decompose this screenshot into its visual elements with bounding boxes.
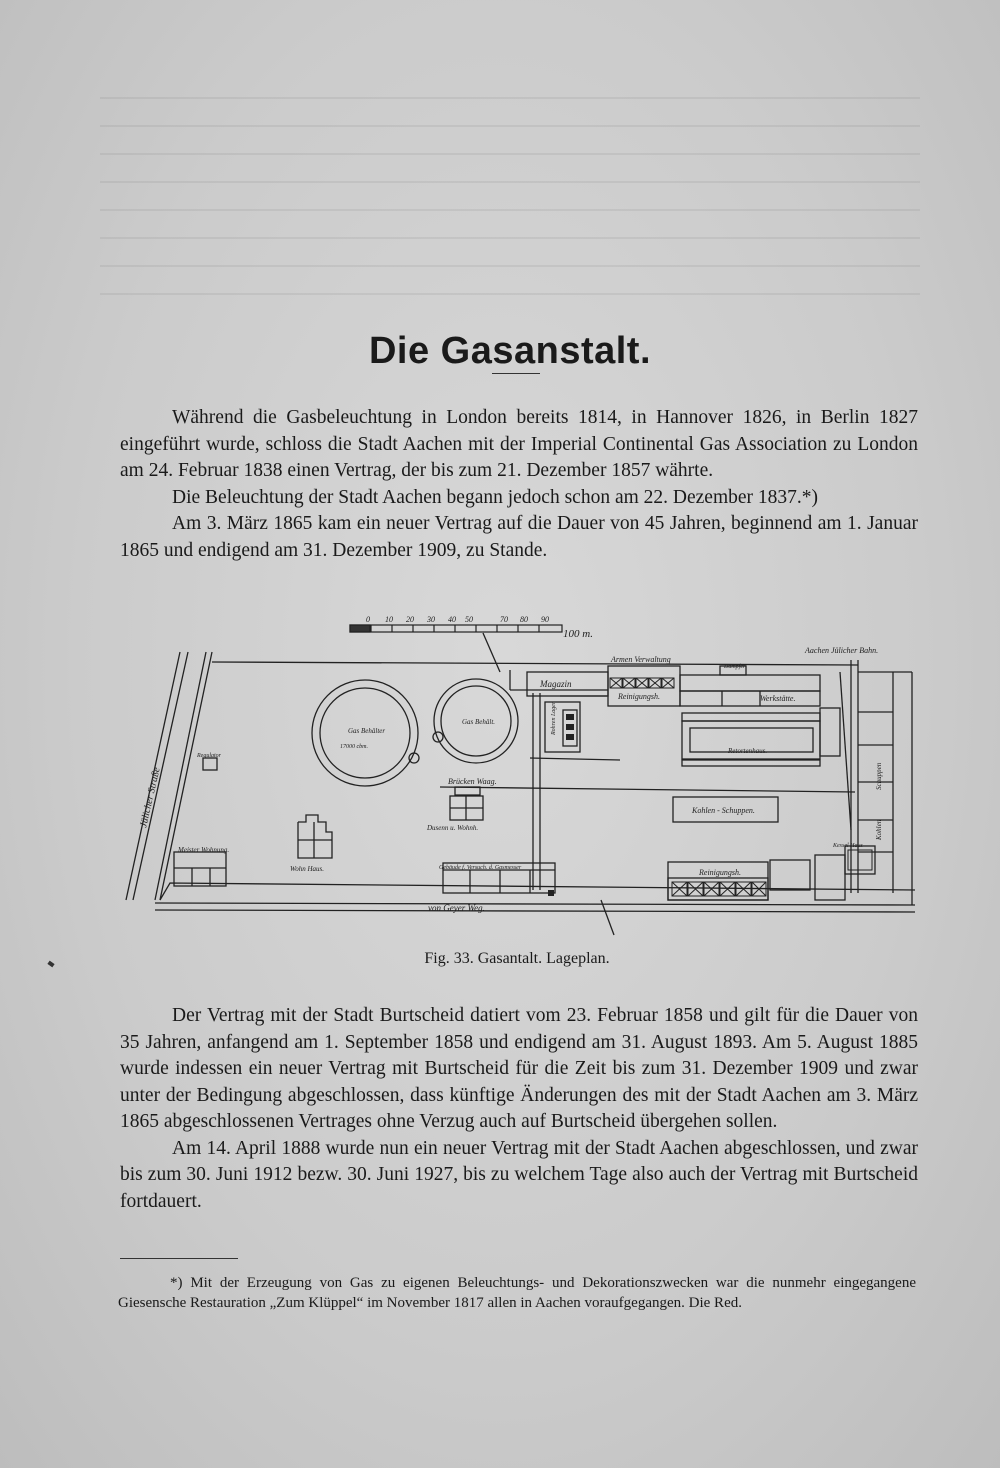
label-retortenhaus: Retortenhaus. [728, 747, 768, 755]
label-kesselhaus: Kessel Haus [833, 843, 863, 849]
paragraph-4: Der Vertrag mit der Stadt Burtscheid datiert vom 23. Februar 1858 und gilt für die Dauer von 35 Jahren, anfangend am 1. September 1858 und endigend am 31. August 1893. Am 5. August 1885 wurde indessen ein neuer Vertrag mit Burtscheid für die Zeit bis zum 31. Dezember 1909 und zwar unter der Bedingung abgeschlossen, dass künftige Änderungen des mit der Stadt Aachen am 3. März 1865 abgeschlossenen Vertrages ohne Verzug auch auf Burtscheid übergehen sollen. [120, 1005, 918, 1132]
scale-tick-label: 80 [520, 615, 528, 624]
label-gas-behaelter-klein: Gas Behält. [462, 718, 496, 726]
page-title: Die Gasanstalt. [368, 330, 652, 373]
figure-caption: Fig. 33. Gasantalt. Lageplan. [424, 950, 610, 967]
label-magazin: Magazin [540, 679, 572, 689]
scale-tick-label: 10 [385, 615, 393, 624]
label-dampfer: Dampfer [724, 664, 746, 670]
label-gas-behaelter-gross: Gas Behälter [348, 727, 386, 735]
scale-tick-label: 40 [448, 615, 456, 624]
footnote-text: *) Mit der Erzeugung von Gas zu eigenen Beleuchtungs- und Dekorationszwecken war die nunmehr eingegangene Giesensche Restauration „Zum Klüppel“ im November 1817 allen in Aachen voraufgegangen. Die Red. [118, 1275, 916, 1311]
scale-unit: 100 m. [563, 628, 593, 640]
paragraph-5: Am 14. April 1888 wurde nun ein neuer Vertrag mit der Stadt Aachen abgeschlossen, und zwar bis zum 30. Juni 1912 bezw. 30. Juni 1927, bis zu welchem Tage also auch der Vertrag mit Burtscheid fortdauert. [120, 1137, 918, 1212]
scale-tick-label: 50 [465, 615, 473, 624]
scale-bar [350, 625, 562, 632]
label-gebaeude-gasmesser: Gebäude f. Versuch. d. Gasmesser [439, 865, 522, 871]
label-dusenn-wohnh: Dusenn u. Wohnh. [427, 824, 479, 832]
continuation-text [120, 1003, 918, 1215]
label-schuppen: Schuppen [875, 762, 883, 790]
label-aachen-juelicher-bahn: Aachen Jülicher Bahn. [805, 646, 879, 655]
label-gas-behaelter-volume: 17000 cbm. [340, 744, 368, 750]
label-rohren-lager: Rohren Lager [551, 701, 557, 735]
paragraph-3: Am 3. März 1865 kam ein neuer Vertrag auf die Dauer von 45 Jahren, beginnend am 1. Januar 1865 und endigend am 31. Dezember 1909, zu Stande. [120, 513, 918, 561]
scale-tick-label: 30 [427, 615, 435, 624]
label-meister-wohnung: Meister Wohnung. [178, 846, 230, 854]
label-kohlen-right: Kohlen [875, 819, 883, 840]
scale-tick-label: 0 [366, 615, 370, 624]
paragraph-2: Die Beleuchtung der Stadt Aachen begann jedoch schon am 22. Dezember 1837.*) [172, 486, 819, 508]
scale-tick-label: 20 [406, 615, 414, 624]
label-reinigungsh: Reinigungsh. [618, 692, 660, 701]
scale-tick-label: 70 [500, 615, 508, 624]
label-von-geyer-weg: von Geyer Weg. [428, 903, 485, 913]
label-brucken-waag: Brücken Waag. [448, 777, 497, 786]
label-wohnhaus: Wohn Haus. [290, 865, 324, 873]
label-armen-verwaltung: Armen Verwaltung [611, 655, 671, 664]
label-regulator: Regulator [197, 753, 221, 759]
paragraph-1: Während die Gasbeleuchtung in London bereits 1814, in Hannover 1826, in Berlin 1827 eingeführt wurde, schloss die Stadt Aachen mit der Imperial Continental Gas Association zu London am 24. Februar 1838 einen Vertrag, der bis zum 21. Dezember 1857 währte. [120, 407, 918, 481]
label-juelicher-strasse: Jülicher Straße [138, 766, 163, 829]
footnote [118, 1273, 916, 1313]
label-reinigungsh-bottom: Reinigungsh. [699, 868, 741, 877]
label-kohlen-schuppen: Kohlen - Schuppen. [692, 806, 755, 815]
scale-tick-label: 90 [541, 615, 549, 624]
footnote-rule [120, 1258, 238, 1259]
label-werkstatte: Werkstätte. [760, 694, 796, 703]
